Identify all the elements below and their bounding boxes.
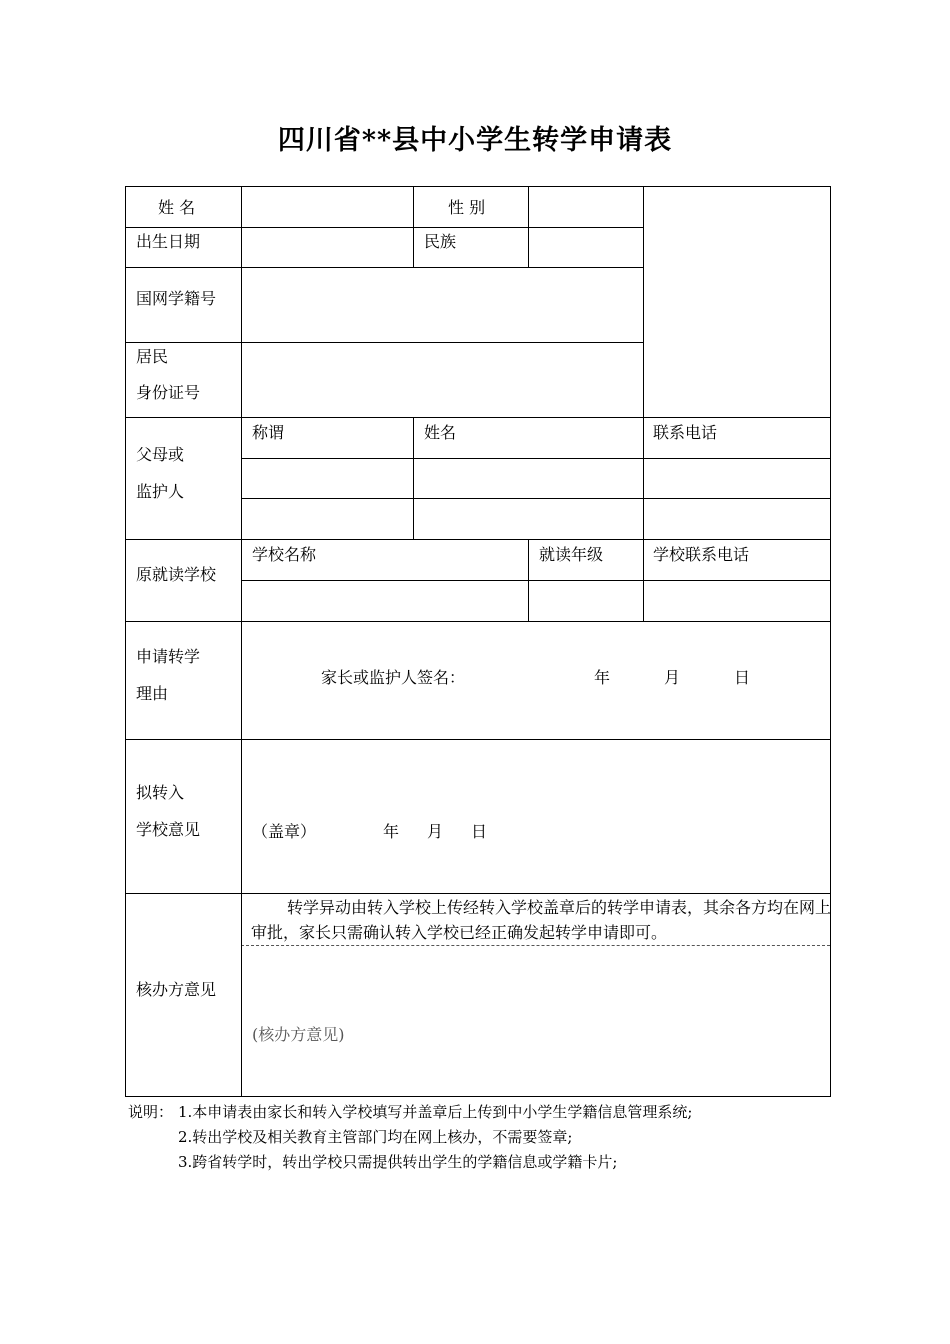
origin-school-name-header: 学校名称	[252, 545, 317, 564]
origin-school-label: 原就读学校	[136, 565, 217, 584]
guardian-1-phone-field[interactable]	[644, 459, 829, 497]
guardian-1-name-field[interactable]	[414, 459, 642, 497]
approval-note-paragraph: 转学异动由转入学校上传经转入学校盖章后的转学申请表，其余各方均在网上审批，家长只需确认转入学校已经正确发起转学申请即可。	[251, 898, 832, 942]
origin-school-phone-field[interactable]	[644, 581, 829, 620]
birth-date-label: 出生日期	[136, 232, 201, 251]
photo-box	[643, 187, 830, 417]
approval-dashed-divider	[241, 945, 830, 946]
target-month-label: 月	[427, 822, 444, 841]
gender-field[interactable]	[529, 188, 642, 226]
notes-prefix: 说明：	[128, 1103, 174, 1121]
origin-grade-header: 就读年级	[539, 545, 604, 564]
origin-grade-field[interactable]	[529, 581, 642, 620]
reason-day-label: 日	[734, 668, 751, 687]
id-card-label-line1: 居民	[136, 347, 169, 366]
student-id-field[interactable]	[242, 268, 642, 341]
name-field[interactable]	[242, 188, 412, 226]
reason-year-label: 年	[594, 668, 611, 687]
guardian-relation-header: 称谓	[252, 423, 285, 442]
guardian-label-line2: 监护人	[136, 482, 185, 501]
origin-school-phone-header: 学校联系电话	[653, 545, 750, 564]
guardian-2-name-field[interactable]	[414, 499, 642, 538]
guardian-signature-label: 家长或监护人签名：	[321, 668, 466, 687]
name-label: 姓 名	[158, 198, 196, 217]
seal-label: （盖章）	[252, 822, 317, 841]
origin-school-name-field[interactable]	[242, 581, 527, 620]
guardian-2-phone-field[interactable]	[644, 499, 829, 538]
guardian-1-relation-field[interactable]	[242, 459, 412, 497]
target-day-label: 日	[471, 822, 488, 841]
table-border-bottom	[125, 1096, 831, 1097]
target-school-label-line1: 拟转入	[136, 783, 185, 802]
reason-label-line2: 理由	[136, 684, 169, 703]
id-card-label-line2: 身份证号	[136, 383, 201, 402]
ethnicity-label: 民族	[424, 232, 457, 251]
table-border-left	[125, 186, 126, 1097]
reason-month-label: 月	[664, 668, 681, 687]
note-item-2: 2.转出学校及相关教育主管部门均在网上核办，不需要签章;	[178, 1128, 573, 1146]
student-id-label: 国网学籍号	[136, 289, 217, 308]
note-item-3: 3.跨省转学时，转出学校只需提供转出学生的学籍信息或学籍卡片;	[178, 1153, 618, 1171]
approval-label: 核办方意见	[136, 980, 217, 999]
target-year-label: 年	[383, 822, 400, 841]
reason-label-line1: 申请转学	[136, 647, 201, 666]
ethnicity-field[interactable]	[529, 228, 642, 266]
id-card-field[interactable]	[242, 343, 642, 416]
gender-label: 性 别	[448, 198, 486, 217]
guardian-label-line1: 父母或	[136, 445, 185, 464]
guardian-name-header: 姓名	[424, 423, 457, 442]
target-school-label-line2: 学校意见	[136, 820, 201, 839]
guardian-phone-header: 联系电话	[653, 423, 718, 442]
approval-placeholder: (核办方意见)	[252, 1025, 345, 1044]
note-item-1: 1.本申请表由家长和转入学校填写并盖章后上传到中小学生学籍信息管理系统;	[178, 1103, 693, 1121]
birth-date-field[interactable]	[242, 228, 412, 266]
guardian-2-relation-field[interactable]	[242, 499, 412, 538]
form-title: 四川省**县中小学生转学申请表	[277, 125, 673, 156]
table-border-right	[830, 186, 831, 1097]
